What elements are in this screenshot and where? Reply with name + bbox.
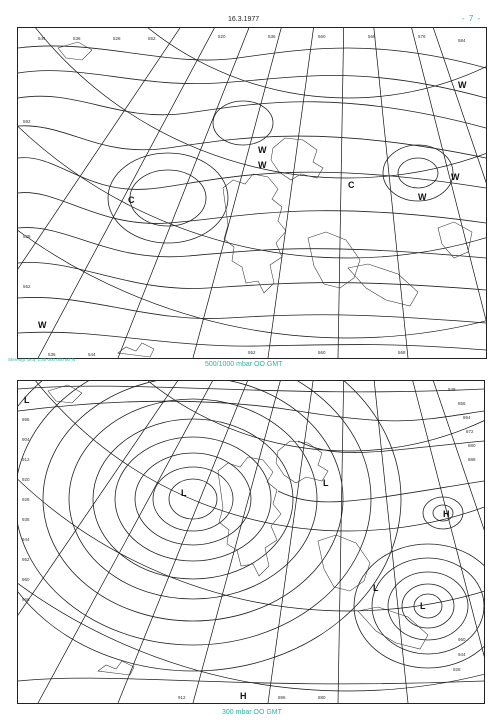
contour-value-label: 560 bbox=[318, 34, 326, 39]
meridian-line bbox=[118, 28, 348, 358]
coastline bbox=[218, 457, 281, 576]
contour-value-label: 544 bbox=[38, 36, 46, 41]
contour-value-label: 568 bbox=[398, 350, 406, 355]
meridian-line bbox=[268, 381, 348, 703]
contour-value-label: 528 bbox=[23, 234, 31, 239]
contour-value-label: 912 bbox=[22, 457, 30, 462]
contour-value-label: 912 bbox=[178, 695, 186, 700]
contour-value-label: 896 bbox=[278, 695, 286, 700]
isohypse-line bbox=[18, 332, 486, 350]
contour-value-label: 560 bbox=[318, 350, 326, 355]
pressure-center-label: W bbox=[258, 160, 267, 170]
isohypse-cell bbox=[153, 467, 233, 531]
isohypse-line bbox=[18, 96, 486, 128]
contour-value-label: 880 bbox=[468, 443, 476, 448]
contour-value-label: 864 bbox=[463, 415, 471, 420]
contour-value-label: 544 bbox=[88, 352, 96, 357]
meridian-line bbox=[338, 28, 348, 358]
coastline bbox=[98, 661, 134, 675]
isohypse-line bbox=[18, 263, 486, 290]
top-map-graphic bbox=[18, 28, 486, 358]
contour-value-label: 584 bbox=[458, 38, 466, 43]
contour-value-label: 576 bbox=[418, 34, 426, 39]
bottom-map-graphic bbox=[18, 381, 484, 703]
pressure-center-label: L bbox=[373, 583, 379, 593]
meridian-line bbox=[338, 381, 348, 703]
coastline bbox=[223, 174, 286, 293]
isohypse-line bbox=[18, 158, 486, 190]
bottom-map-caption: 300 mbar OO GMT bbox=[222, 709, 282, 716]
contour-value-label: 920 bbox=[22, 477, 30, 482]
coastline bbox=[438, 222, 472, 258]
chart-date: 16.3.1977 bbox=[228, 16, 260, 23]
contour-value-label: 856 bbox=[458, 401, 466, 406]
contour-value-label: 568 bbox=[368, 34, 376, 39]
pressure-center-label: W bbox=[418, 192, 427, 202]
isohypse-line bbox=[18, 71, 486, 98]
pressure-center-label: H bbox=[443, 509, 450, 519]
contour-value-label: 552 bbox=[248, 350, 256, 355]
isohypse-cell bbox=[402, 584, 454, 628]
contour-value-label: 960 bbox=[22, 577, 30, 582]
parallel-line bbox=[18, 381, 484, 531]
isohypse-cell bbox=[372, 558, 484, 654]
contour-value-label: 520 bbox=[218, 34, 226, 39]
contour-value-label: 872 bbox=[466, 429, 474, 434]
meridian-line bbox=[193, 381, 348, 703]
meridian-line bbox=[18, 28, 348, 358]
pressure-center-label: W bbox=[38, 320, 47, 330]
page-number: - 7 - bbox=[462, 14, 482, 23]
isohypse-line bbox=[18, 297, 486, 323]
contour-value-label: 928 bbox=[453, 667, 461, 672]
pressure-center-label: L bbox=[24, 395, 30, 405]
contour-value-label: 944 bbox=[22, 537, 30, 542]
isohypse-line bbox=[18, 193, 486, 224]
contour-value-label: 928 bbox=[22, 497, 30, 502]
pressure-center-label: W bbox=[258, 145, 267, 155]
meridian-line bbox=[348, 381, 484, 671]
contour-value-label: 552 bbox=[23, 284, 31, 289]
parallel-line bbox=[18, 28, 486, 338]
contour-value-label: 552 bbox=[148, 36, 156, 41]
bottom-map-300 bbox=[17, 380, 485, 704]
contour-value-label: 960 bbox=[458, 637, 466, 642]
contour-value-label: 528 bbox=[113, 36, 121, 41]
parallel-line bbox=[18, 381, 484, 691]
parallel-line bbox=[18, 28, 486, 258]
isohypse-cell bbox=[115, 437, 271, 561]
pressure-center-label: W bbox=[451, 172, 460, 182]
pressure-center-label: L bbox=[420, 601, 426, 611]
isohypse-cell bbox=[69, 399, 317, 599]
meridian-line bbox=[38, 381, 348, 703]
contour-value-label: 536 bbox=[48, 352, 56, 357]
coastline bbox=[58, 42, 92, 60]
meridian-line bbox=[268, 28, 348, 358]
isohypse-cell bbox=[388, 572, 468, 640]
projection-note: Stereogr. proj. 1:30 000 000 60°N bbox=[8, 357, 76, 362]
contour-value-label: 936 bbox=[22, 517, 30, 522]
contour-value-label: 848 bbox=[448, 387, 456, 392]
contour-value-label: 944 bbox=[458, 652, 466, 657]
isohypse-cell bbox=[398, 158, 438, 188]
contour-value-label: 968 bbox=[22, 597, 30, 602]
isohypse-cell bbox=[169, 479, 217, 519]
contour-value-label: 896 bbox=[22, 417, 30, 422]
contour-value-label: 536 bbox=[268, 34, 276, 39]
pressure-center-label: L bbox=[181, 488, 187, 498]
meridian-line bbox=[193, 28, 348, 358]
contour-value-label: 888 bbox=[468, 457, 476, 462]
contour-value-label: 592 bbox=[23, 119, 31, 124]
contour-value-label: 880 bbox=[318, 695, 326, 700]
isohypse-cell bbox=[130, 170, 206, 226]
pressure-center-label: W bbox=[458, 80, 467, 90]
contour-value-label: 536 bbox=[73, 36, 81, 41]
contour-value-label: 904 bbox=[22, 437, 30, 442]
contour-value-label: 952 bbox=[22, 557, 30, 562]
coastline bbox=[48, 385, 82, 403]
meridian-line bbox=[348, 28, 486, 188]
meridian-line bbox=[348, 381, 408, 703]
meridian-line bbox=[38, 28, 348, 358]
coastline bbox=[271, 138, 323, 180]
top-map-500-1000 bbox=[17, 27, 487, 359]
pressure-center-label: C bbox=[128, 195, 135, 205]
pressure-center-label: L bbox=[323, 478, 329, 488]
pressure-center-label: C bbox=[348, 180, 355, 190]
top-map-caption: 500/1000 mbar OO GMT bbox=[205, 361, 283, 368]
isohypse-line bbox=[18, 46, 486, 68]
isohypse-line bbox=[18, 678, 484, 684]
isohypse-cell bbox=[108, 153, 228, 243]
pressure-center-label: H bbox=[240, 691, 247, 701]
isohypse-line bbox=[18, 126, 486, 158]
coastline bbox=[308, 232, 360, 288]
